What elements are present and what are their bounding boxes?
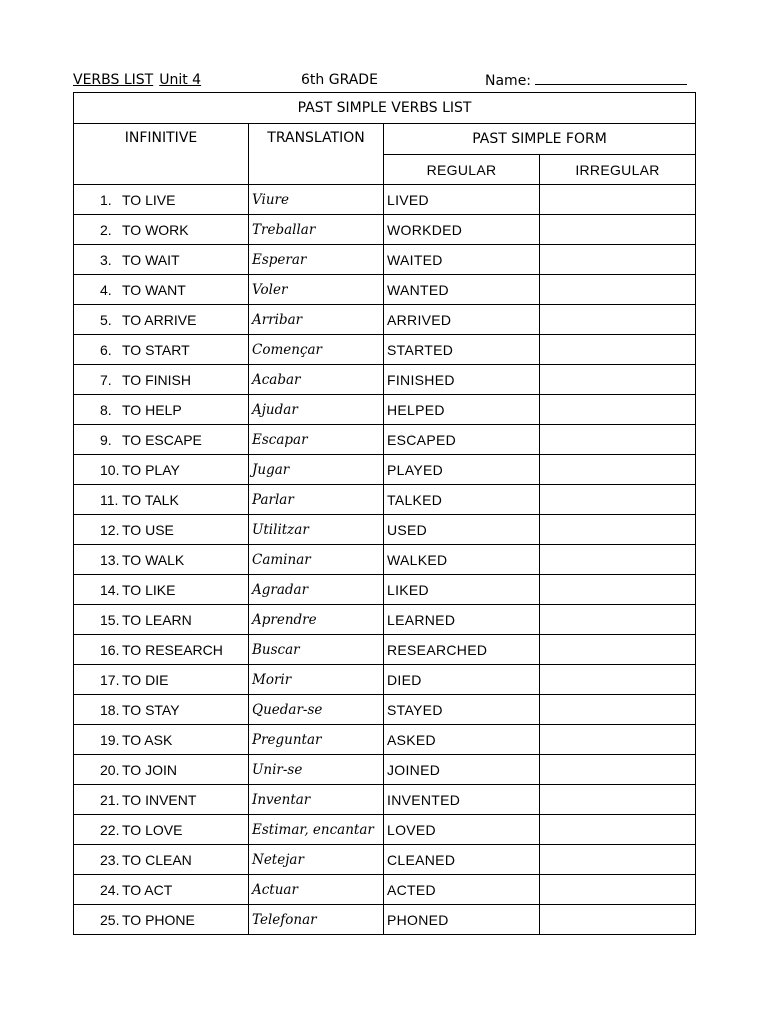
- translation-cell: Morir: [249, 665, 384, 695]
- regular-form-cell[interactable]: TALKED: [384, 485, 540, 515]
- infinitive-text: TO LEARN: [122, 611, 192, 628]
- row-number: 4.: [100, 281, 112, 298]
- translation-cell: Parlar: [249, 485, 384, 515]
- infinitive-text: TO WALK: [122, 551, 185, 568]
- infinitive-text: TO CLEAN: [122, 851, 192, 868]
- infinitive-cell: [74, 605, 249, 635]
- table-row: [74, 575, 696, 605]
- infinitive-text: TO HELP: [122, 401, 182, 418]
- row-number: 13.: [100, 551, 120, 568]
- infinitive-text: TO ESCAPE: [122, 431, 202, 448]
- table-row: [74, 335, 696, 365]
- irregular-form-cell[interactable]: [540, 815, 696, 845]
- row-number: 20.: [100, 761, 120, 778]
- infinitive-text: TO DIE: [122, 671, 169, 688]
- irregular-form-cell[interactable]: [540, 905, 696, 935]
- row-number: 3.: [100, 251, 112, 268]
- row-number: 19.: [100, 731, 120, 748]
- infinitive-cell: [74, 485, 249, 515]
- infinitive-text: TO WANT: [122, 281, 186, 298]
- regular-form-cell[interactable]: PLAYED: [384, 455, 540, 485]
- row-number: 24.: [100, 881, 120, 898]
- table-row: [74, 635, 696, 665]
- regular-form-cell[interactable]: DIED: [384, 665, 540, 695]
- infinitive-text: TO WORK: [122, 221, 189, 238]
- translation-cell: Caminar: [249, 545, 384, 575]
- infinitive-cell: [74, 185, 249, 215]
- infinitive-cell: [74, 665, 249, 695]
- row-number: 11.: [100, 491, 119, 508]
- row-number: 15.: [100, 611, 120, 628]
- worksheet-title: VERBS LIST Unit 4: [73, 72, 202, 88]
- translation-cell: Unir-se: [249, 755, 384, 785]
- table-row: [74, 515, 696, 545]
- table-row: [74, 245, 696, 275]
- infinitive-cell: [74, 515, 249, 545]
- infinitive-cell: [74, 695, 249, 725]
- table-row: [74, 305, 696, 335]
- infinitive-text: TO PLAY: [122, 461, 180, 478]
- infinitive-text: TO ASK: [122, 731, 173, 748]
- name-label: Name:: [485, 73, 532, 89]
- row-number: 12.: [100, 521, 120, 538]
- header-regular: REGULAR: [384, 155, 540, 185]
- infinitive-text: TO START: [122, 341, 190, 358]
- infinitive-text: TO RESEARCH: [122, 641, 223, 658]
- table-title: PAST SIMPLE VERBS LIST: [74, 93, 696, 124]
- translation-cell: Buscar: [249, 635, 384, 665]
- irregular-form-cell[interactable]: [540, 185, 696, 215]
- regular-form-cell[interactable]: LIVED: [384, 185, 540, 215]
- infinitive-text: TO ACT: [122, 881, 173, 898]
- table-row: [74, 485, 696, 515]
- irregular-form-cell[interactable]: [540, 335, 696, 365]
- row-number: 9.: [100, 431, 112, 448]
- row-number: 2.: [100, 221, 112, 238]
- infinitive-cell: [74, 275, 249, 305]
- infinitive-text: TO TALK: [122, 491, 179, 508]
- infinitive-text: TO LIKE: [122, 581, 176, 598]
- table-row: [74, 695, 696, 725]
- unit-label: Unit 4: [159, 72, 202, 88]
- table-row: [74, 365, 696, 395]
- translation-cell: Ajudar: [249, 395, 384, 425]
- translation-cell: Jugar: [249, 455, 384, 485]
- regular-form-cell[interactable]: ACTED: [384, 875, 540, 905]
- table-row: [74, 845, 696, 875]
- worksheet-header: [73, 72, 693, 92]
- regular-form-cell[interactable]: ARRIVED: [384, 305, 540, 335]
- row-number: 25.: [100, 911, 120, 928]
- irregular-form-cell[interactable]: [540, 725, 696, 755]
- header-irregular: IRREGULAR: [540, 155, 696, 185]
- translation-cell: Viure: [249, 185, 384, 215]
- verb-rows: [74, 185, 696, 935]
- irregular-form-cell[interactable]: [540, 215, 696, 245]
- infinitive-cell: [74, 845, 249, 875]
- irregular-form-cell[interactable]: [540, 755, 696, 785]
- infinitive-text: TO LIVE: [122, 191, 176, 208]
- table-row: [74, 605, 696, 635]
- irregular-form-cell[interactable]: [540, 305, 696, 335]
- name-field[interactable]: [485, 72, 687, 89]
- irregular-form-cell[interactable]: [540, 485, 696, 515]
- table-row: [74, 185, 696, 215]
- infinitive-cell: [74, 245, 249, 275]
- translation-cell: Aprendre: [249, 605, 384, 635]
- translation-cell: Escapar: [249, 425, 384, 455]
- translation-cell: Voler: [249, 275, 384, 305]
- infinitive-cell: [74, 755, 249, 785]
- translation-cell: Estimar, encantar: [249, 815, 384, 845]
- infinitive-cell: [74, 335, 249, 365]
- infinitive-cell: [74, 575, 249, 605]
- header-translation: TRANSLATION: [249, 124, 384, 185]
- irregular-form-cell[interactable]: [540, 785, 696, 815]
- regular-form-cell[interactable]: LOVED: [384, 815, 540, 845]
- infinitive-cell: [74, 905, 249, 935]
- regular-form-cell[interactable]: HELPED: [384, 395, 540, 425]
- irregular-form-cell[interactable]: [540, 275, 696, 305]
- irregular-form-cell[interactable]: [540, 245, 696, 275]
- row-number: 7.: [100, 371, 112, 388]
- table-row: [74, 275, 696, 305]
- table-row: [74, 875, 696, 905]
- row-number: 1.: [100, 191, 112, 208]
- infinitive-cell: [74, 305, 249, 335]
- infinitive-cell: [74, 725, 249, 755]
- grade-label: 6th GRADE: [301, 72, 378, 88]
- regular-form-cell[interactable]: RESEARCHED: [384, 635, 540, 665]
- row-number: 21.: [100, 791, 120, 808]
- table-row: [74, 545, 696, 575]
- regular-form-cell[interactable]: WALKED: [384, 545, 540, 575]
- regular-form-cell[interactable]: JOINED: [384, 755, 540, 785]
- translation-cell: Inventar: [249, 785, 384, 815]
- regular-form-cell[interactable]: WORKDED: [384, 215, 540, 245]
- translation-cell: Preguntar: [249, 725, 384, 755]
- irregular-form-cell[interactable]: [540, 395, 696, 425]
- table-title-row: [74, 93, 696, 124]
- infinitive-text: TO STAY: [122, 701, 180, 718]
- infinitive-cell: [74, 545, 249, 575]
- irregular-form-cell[interactable]: [540, 665, 696, 695]
- regular-form-cell[interactable]: LIKED: [384, 575, 540, 605]
- translation-cell: Telefonar: [249, 905, 384, 935]
- infinitive-text: TO LOVE: [122, 821, 183, 838]
- infinitive-text: TO PHONE: [122, 911, 195, 928]
- table-row: [74, 785, 696, 815]
- regular-form-cell[interactable]: FINISHED: [384, 365, 540, 395]
- infinitive-cell: [74, 785, 249, 815]
- infinitive-cell: [74, 425, 249, 455]
- irregular-form-cell[interactable]: [540, 875, 696, 905]
- row-number: 14.: [100, 581, 120, 598]
- translation-cell: Actuar: [249, 875, 384, 905]
- translation-cell: Quedar-se: [249, 695, 384, 725]
- table-row: [74, 215, 696, 245]
- translation-cell: Utilitzar: [249, 515, 384, 545]
- regular-form-cell[interactable]: WAITED: [384, 245, 540, 275]
- row-number: 10.: [100, 461, 120, 478]
- irregular-form-cell[interactable]: [540, 455, 696, 485]
- irregular-form-cell[interactable]: [540, 575, 696, 605]
- infinitive-cell: [74, 875, 249, 905]
- infinitive-cell: [74, 635, 249, 665]
- translation-cell: Esperar: [249, 245, 384, 275]
- translation-cell: Arribar: [249, 305, 384, 335]
- column-header-row: [74, 124, 696, 155]
- table-row: [74, 395, 696, 425]
- row-number: 16.: [100, 641, 120, 658]
- regular-form-cell[interactable]: STARTED: [384, 335, 540, 365]
- row-number: 18.: [100, 701, 120, 718]
- table-row: [74, 725, 696, 755]
- regular-form-cell[interactable]: STAYED: [384, 695, 540, 725]
- translation-cell: Acabar: [249, 365, 384, 395]
- table-row: [74, 815, 696, 845]
- row-number: 6.: [100, 341, 112, 358]
- infinitive-cell: [74, 395, 249, 425]
- infinitive-cell: [74, 455, 249, 485]
- table-row: [74, 455, 696, 485]
- regular-form-cell[interactable]: CLEANED: [384, 845, 540, 875]
- irregular-form-cell[interactable]: [540, 425, 696, 455]
- row-number: 8.: [100, 401, 112, 418]
- infinitive-text: TO INVENT: [122, 791, 197, 808]
- verbs-table: [73, 92, 696, 935]
- irregular-form-cell[interactable]: [540, 515, 696, 545]
- table-row: [74, 755, 696, 785]
- regular-form-cell[interactable]: WANTED: [384, 275, 540, 305]
- header-infinitive: INFINITIVE: [74, 124, 249, 185]
- infinitive-text: TO FINISH: [122, 371, 191, 388]
- regular-form-cell[interactable]: PHONED: [384, 905, 540, 935]
- infinitive-text: TO ARRIVE: [122, 311, 197, 328]
- infinitive-text: TO JOIN: [122, 761, 177, 778]
- irregular-form-cell[interactable]: [540, 365, 696, 395]
- irregular-form-cell[interactable]: [540, 545, 696, 575]
- irregular-form-cell[interactable]: [540, 695, 696, 725]
- row-number: 22.: [100, 821, 120, 838]
- infinitive-cell: [74, 365, 249, 395]
- regular-form-cell[interactable]: USED: [384, 515, 540, 545]
- row-number: 17.: [100, 671, 120, 688]
- irregular-form-cell[interactable]: [540, 635, 696, 665]
- irregular-form-cell[interactable]: [540, 605, 696, 635]
- regular-form-cell[interactable]: LEARNED: [384, 605, 540, 635]
- infinitive-text: TO WAIT: [122, 251, 180, 268]
- infinitive-text: TO USE: [122, 521, 174, 538]
- table-row: [74, 665, 696, 695]
- row-number: 5.: [100, 311, 112, 328]
- translation-cell: Agradar: [249, 575, 384, 605]
- name-blank-line[interactable]: [535, 72, 687, 85]
- table-row: [74, 425, 696, 455]
- header-past-simple-form: PAST SIMPLE FORM: [384, 124, 696, 155]
- regular-form-cell[interactable]: ESCAPED: [384, 425, 540, 455]
- translation-cell: Treballar: [249, 215, 384, 245]
- infinitive-cell: [74, 815, 249, 845]
- translation-cell: Netejar: [249, 845, 384, 875]
- table-row: [74, 905, 696, 935]
- regular-form-cell[interactable]: INVENTED: [384, 785, 540, 815]
- infinitive-cell: [74, 215, 249, 245]
- irregular-form-cell[interactable]: [540, 845, 696, 875]
- regular-form-cell[interactable]: ASKED: [384, 725, 540, 755]
- row-number: 23.: [100, 851, 120, 868]
- translation-cell: Començar: [249, 335, 384, 365]
